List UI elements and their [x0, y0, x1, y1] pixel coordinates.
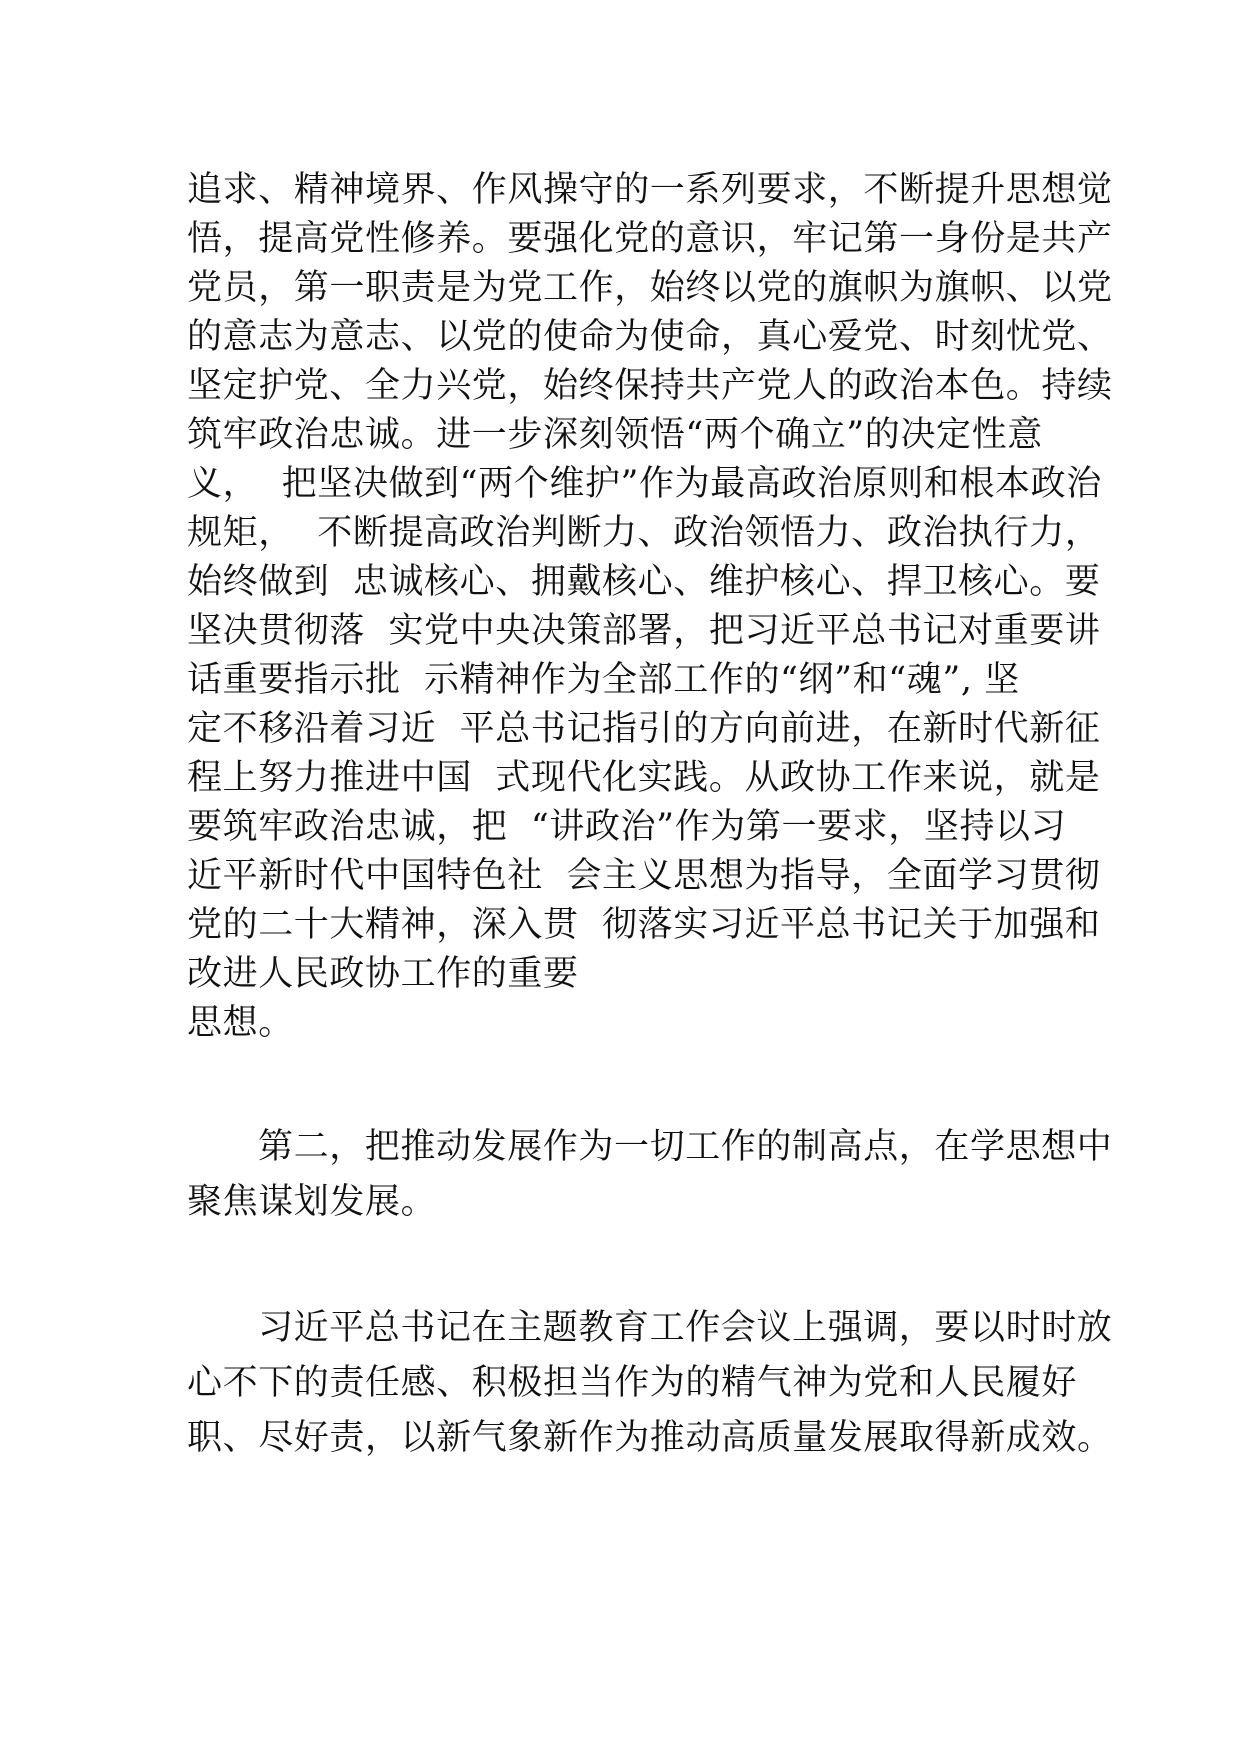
text-line: 话重要指示批 示精神作为全部工作的“纲”和“魂”, 坚: [187, 660, 1020, 700]
text-line: 程上努力推进中国 式现代化实践。从政协工作来说，就是: [187, 758, 1101, 798]
text-line: 党的二十大精神，深入贯 彻落实习近平总书记关于加强和: [187, 905, 1101, 945]
text-line: 追求、精神境界、作风操守的一系列要求，不断提升思想觉: [187, 170, 1113, 210]
text-line: 始终做到 忠诚核心、拥戴核心、维护核心、捍卫核心。要: [187, 562, 1101, 602]
text-line: 聚焦谋划发展。: [187, 1182, 437, 1222]
text-line: 职、尽好责，以新气象新作为推动高质量发展取得新成效。: [187, 1418, 1113, 1458]
text-line: 心不下的责任感、积极担当作为的精气神为党和人民履好: [187, 1363, 1078, 1403]
text-line: 坚定护党、全力兴党，始终保持共产党人的政治本色。持续: [187, 366, 1113, 406]
text-line: 党员，第一职责是为党工作，始终以党的旗帜为旗帜、以党: [187, 268, 1113, 308]
text-line: 规矩， 不断提高政治判断力、政治领悟力、政治执行力，: [187, 513, 1101, 553]
text-line: 定不移沿着习近 平总书记指引的方向前进，在新时代新征: [187, 709, 1101, 749]
text-line: 悟，提高党性修养。要强化党的意识，牢记第一身份是共产: [187, 219, 1113, 259]
text-line: 思想。: [187, 1003, 294, 1043]
text-line: 筑牢政治忠诚。进一步深刻领悟“两个确立”的决定性意: [187, 415, 1043, 455]
text-line: 义， 把坚决做到“两个维护”作为最高政治原则和根本政治: [187, 464, 1102, 504]
text-line: 习近平总书记在主题教育工作会议上强调，要以时时放: [258, 1308, 1113, 1348]
text-line: 的意志为意志、以党的使命为使命，真心爱党、时刻忧党、: [187, 317, 1113, 357]
text-line: 要筑牢政治忠诚，把 “讲政治”作为第一要求，坚持以习: [187, 807, 1067, 847]
text-line: 近平新时代中国特色社 会主义思想为指导，全面学习贯彻: [187, 856, 1101, 896]
text-line: 第二，把推动发展作为一切工作的制高点，在学思想中: [258, 1127, 1113, 1167]
text-line: 改进人民政协工作的重要: [187, 954, 579, 994]
text-line: 坚决贯彻落 实党中央决策部署，把习近平总书记对重要讲: [187, 611, 1101, 651]
